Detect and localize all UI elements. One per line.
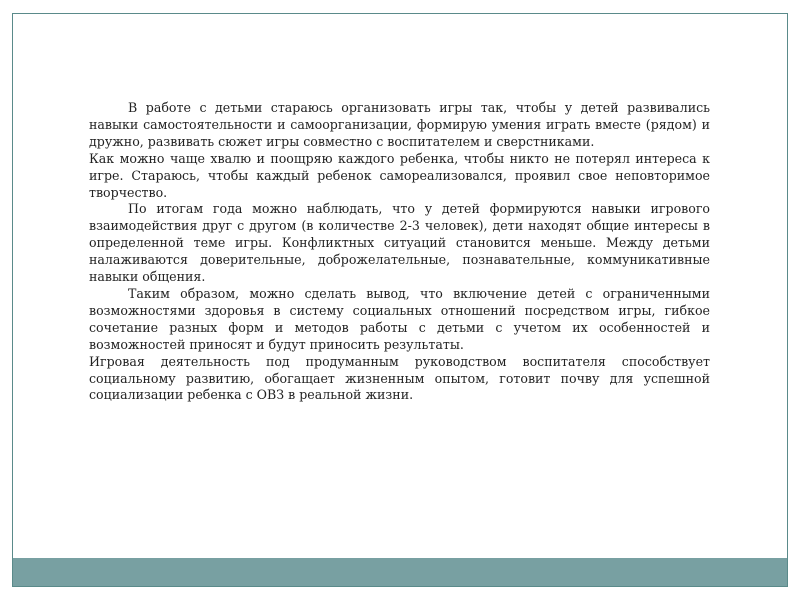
paragraph-4: Таким образом, можно сделать вывод, что включение детей с ограниченными возможностями здоровья в систему социальных отношений посредством игры, гибкое сочетание разных форм и методов работы с детьми с учетом их особенностей и возможностей приносят и будут приносить результаты. bbox=[89, 285, 710, 352]
slide bbox=[12, 13, 788, 587]
paragraph-1: В работе с детьми стараюсь организовать игры так, чтобы у детей развивались навыки самостоятельности и самоорганизации, формирую умения играть вместе (рядом) и дружно, развивать сюжет игры совместно с воспитателем и сверстниками. bbox=[89, 100, 710, 149]
paragraph-2: Как можно чаще хвалю и поощряю каждого ребенка, чтобы никто не потерял интереса к игре. Стараюсь, чтобы каждый ребенок самореализовался, проявил свое неповторимое творчество. bbox=[89, 150, 710, 200]
footer-bar bbox=[13, 558, 787, 586]
paragraph-3: По итогам года можно наблюдать, что у детей формируются навыки игрового взаимодействия друг с другом (в количестве 2-3 человек), дети находят общие интересы в определенной теме игры. Конфликтных ситуаций становится меньше. Между детьми налаживаются доверительные, доброжелательные, познавательные, коммуникативные навыки общения. bbox=[89, 201, 710, 285]
paragraph-5: Игровая деятельность под продуманным руководством воспитателя способствует социальному развитию, обогащает жизненным опытом, готовит почву для успешной социализации ребенка с ОВЗ в реальной жизни. bbox=[89, 353, 710, 403]
text-body bbox=[89, 100, 710, 404]
